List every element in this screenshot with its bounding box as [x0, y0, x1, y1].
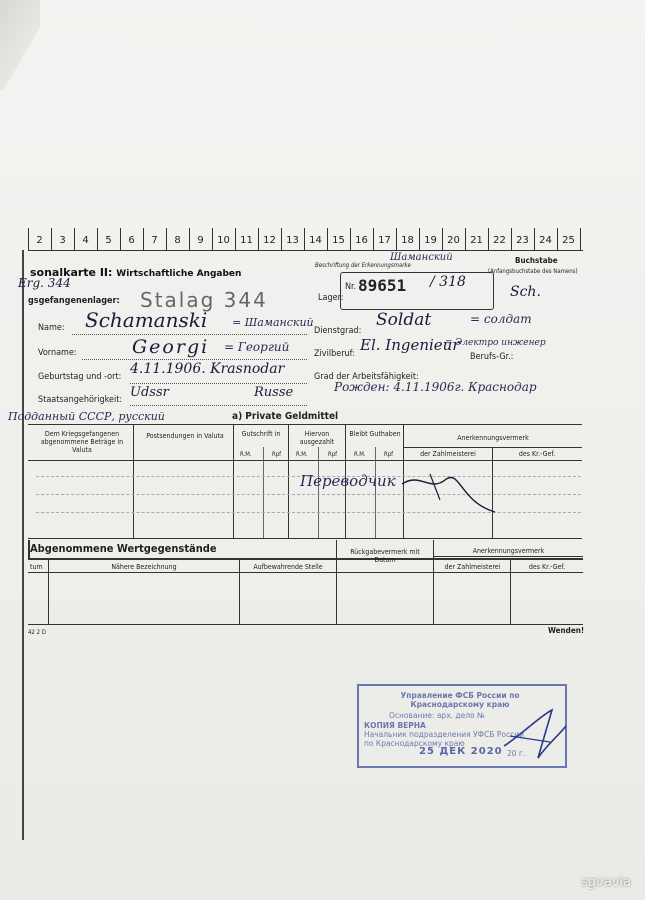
number-cell: 24 — [539, 235, 552, 246]
stamp-line1: Управление ФСБ России по — [400, 691, 520, 700]
translator-signature: Переводчик — [300, 472, 396, 490]
dienstgrad-label: Dienstgrad: — [314, 326, 362, 336]
geburt-line — [130, 383, 307, 384]
name-line — [72, 334, 307, 335]
number-cell: 21 — [470, 235, 483, 246]
watermark: sgvavia — [581, 875, 631, 890]
dienstgrad-cyr: = солдат — [470, 312, 532, 326]
number-cell: 4 — [82, 235, 89, 246]
vorname-line — [82, 359, 307, 360]
buchstabe-label: Buchstabe — [515, 256, 558, 265]
geburt-label: Geburtstag und -ort: — [38, 372, 122, 382]
rm-1: R.M. — [240, 451, 252, 458]
col-stelle: Aufbewahrende Stelle — [253, 563, 323, 571]
section-a-title: a) Private Geldmittel — [232, 411, 339, 422]
number-cell: 3 — [59, 235, 66, 246]
section-b-bottom — [28, 624, 583, 625]
number-tick — [97, 228, 98, 250]
staat-label: Staatsangehörigkeit: — [38, 395, 123, 405]
number-tick — [235, 228, 236, 250]
col-a2 — [233, 424, 234, 538]
number-tick — [557, 228, 558, 250]
lager-extra: / 318 — [430, 274, 466, 290]
col-b3 — [336, 540, 337, 624]
form-code: 42 2 D — [28, 629, 46, 636]
col-anerk-b: Anerkennungsvermerk — [472, 547, 545, 555]
stamp-line6: по Краснодарскому краю — [364, 739, 465, 748]
col-a1 — [133, 424, 134, 538]
number-row-bottom — [28, 250, 583, 251]
number-tick — [465, 228, 466, 250]
stamp-line3: Основание: арх. дело № — [389, 711, 485, 720]
staat-extra: Russe — [254, 385, 294, 400]
left-edge-line — [22, 250, 24, 840]
number-cell: 22 — [493, 235, 506, 246]
folded-corner — [0, 0, 40, 90]
buchstabe-sub: (Anfangsbuchstabe des Namens) — [488, 268, 578, 275]
section-a-bottom — [28, 538, 582, 539]
name-label: Name: — [38, 323, 65, 333]
number-tick — [511, 228, 512, 250]
number-tick — [281, 228, 282, 250]
stamp-date: 25 ДЕК 2020 — [419, 746, 503, 757]
number-tick — [534, 228, 535, 250]
number-cell: 13 — [286, 235, 299, 246]
number-row — [28, 228, 583, 250]
name-value: Schamanski — [85, 308, 208, 332]
number-cell: 23 — [516, 235, 529, 246]
name-cyr: = Шаманский — [232, 316, 314, 329]
col2-header: Postsendungen in Valuta — [146, 432, 224, 440]
col-b2 — [239, 558, 240, 624]
rpf-2: Rpf — [328, 451, 338, 458]
number-tick — [350, 228, 351, 250]
number-tick — [51, 228, 52, 250]
number-cell: 25 — [562, 235, 575, 246]
col-rueckgabe: Rückgabevermerk mit Datum — [350, 548, 420, 564]
col-zahl-b: der Zahlmeisterei — [444, 563, 501, 571]
number-tick — [304, 228, 305, 250]
number-tick — [189, 228, 190, 250]
col-gef-b: des Kr.-Gef. — [528, 563, 566, 571]
rpf-3: Rpf — [384, 451, 394, 458]
stamp-line5: Начальник подразделения УФСБ России — [364, 730, 524, 739]
col-a3 — [288, 424, 289, 538]
col-a7 — [263, 447, 264, 538]
number-cell: 14 — [309, 235, 322, 246]
zivilberuf-value: El. Ingenieur — [360, 336, 460, 354]
col-b1 — [48, 558, 49, 624]
number-tick — [327, 228, 328, 250]
col-datum: tum — [30, 563, 43, 571]
signature-flourish — [400, 472, 500, 517]
col-a9 — [375, 447, 376, 538]
geburt-cyr: Рожден: 4.11.1906г. Краснодар — [334, 380, 537, 394]
col-b5 — [510, 558, 511, 624]
vorname-cyr: = Георгий — [224, 340, 290, 354]
rpf-1: Rpf — [272, 451, 282, 458]
col-bezeichnung: Nähere Bezeichnung — [111, 563, 177, 571]
nr-label: Nr. — [345, 282, 357, 292]
section-a-header-bottom — [28, 460, 582, 461]
section-b-top — [28, 558, 583, 560]
number-cell: 16 — [355, 235, 368, 246]
number-cell: 19 — [424, 235, 437, 246]
beschriftung-label: Beschriftung der Erkennungsmarke — [315, 262, 411, 269]
number-tick — [120, 228, 121, 250]
col6-header: Anerkennungsvermerk — [457, 434, 529, 442]
erg-note: Erg. 344 — [18, 276, 71, 290]
dienstgrad-value: Soldat — [376, 310, 432, 330]
number-tick — [442, 228, 443, 250]
section-a-top — [28, 424, 582, 425]
side-note: Подданный СССР, русский — [8, 410, 165, 423]
col6a-header: der Zahlmeisterei — [420, 450, 476, 458]
zivilberuf-cyr: = Электро инженер — [445, 338, 546, 348]
staat-value: Udssr — [130, 385, 169, 400]
col3-header: Gutschrift in — [241, 430, 281, 438]
col5-header: Bleibt Guthaben — [349, 430, 401, 438]
card-title: sonalkarte II: Wirtschaftliche Angaben — [30, 266, 242, 279]
staat-line — [130, 405, 307, 406]
number-tick — [258, 228, 259, 250]
number-cell: 12 — [263, 235, 276, 246]
section-b-title: Abgenommene Wertgegenstände — [30, 542, 217, 555]
geburt-value: 4.11.1906. Krasnodar — [130, 361, 285, 377]
number-cell: 6 — [128, 235, 135, 246]
number-cell: 9 — [197, 235, 204, 246]
vorname-value: Georgi — [132, 336, 210, 358]
number-tick — [212, 228, 213, 250]
stalag-stamp: Stalag 344 — [140, 288, 268, 312]
anerk-divider — [403, 447, 582, 448]
number-tick — [396, 228, 397, 250]
lager-field-label: gsgefangenenlager: — [28, 296, 120, 306]
stamp-line4: КОПИЯ ВЕРНА — [364, 721, 426, 730]
number-cell: 7 — [151, 235, 158, 246]
number-tick — [488, 228, 489, 250]
buchstabe-value: Sch. — [510, 284, 541, 300]
stamp-line2: Краснодарскому краю — [410, 700, 510, 709]
number-tick — [373, 228, 374, 250]
number-cell: 15 — [332, 235, 345, 246]
berufsgr-label: Berufs-Gr.: — [470, 352, 514, 362]
col-a8 — [318, 447, 319, 538]
col6b-header: des Kr.-Gef. — [518, 450, 556, 458]
number-cell: 5 — [105, 235, 112, 246]
number-cell: 18 — [401, 235, 414, 246]
arbeit-label: Grad der Arbeitsfähigkeit: — [314, 372, 419, 382]
number-cell: 17 — [378, 235, 391, 246]
col-b4 — [433, 540, 434, 624]
number-cell: 2 — [36, 235, 43, 246]
vorname-label: Vorname: — [38, 348, 77, 358]
wenden-label: Wenden! — [548, 626, 585, 635]
col1-header: Dem Kriegsgefangenen abgenommene Beträge in Valuta — [40, 430, 124, 454]
number-tick — [580, 228, 581, 250]
number-tick — [419, 228, 420, 250]
anerk-b-divider — [433, 556, 583, 557]
shamansk-top: Шаманский — [390, 252, 453, 263]
zivilberuf-label: Zivilberuf: — [314, 349, 355, 359]
number-tick — [28, 228, 29, 250]
section-b-header-bottom — [28, 572, 583, 573]
number-tick — [166, 228, 167, 250]
number-tick — [74, 228, 75, 250]
col4-header: Hiervon ausgezahlt — [299, 430, 335, 446]
number-cell: 20 — [447, 235, 460, 246]
number-cell: 8 — [174, 235, 181, 246]
number-cell: 10 — [217, 235, 230, 246]
number-cell: 11 — [240, 235, 253, 246]
marke-number: 89651 — [358, 276, 407, 295]
rm-3: R.M. — [354, 451, 366, 458]
rm-2: R.M. — [296, 451, 308, 458]
officer-signature — [500, 706, 572, 766]
lager-label: Lager: — [318, 293, 344, 303]
number-tick — [143, 228, 144, 250]
stamp-suffix: 20 г. — [507, 749, 526, 758]
